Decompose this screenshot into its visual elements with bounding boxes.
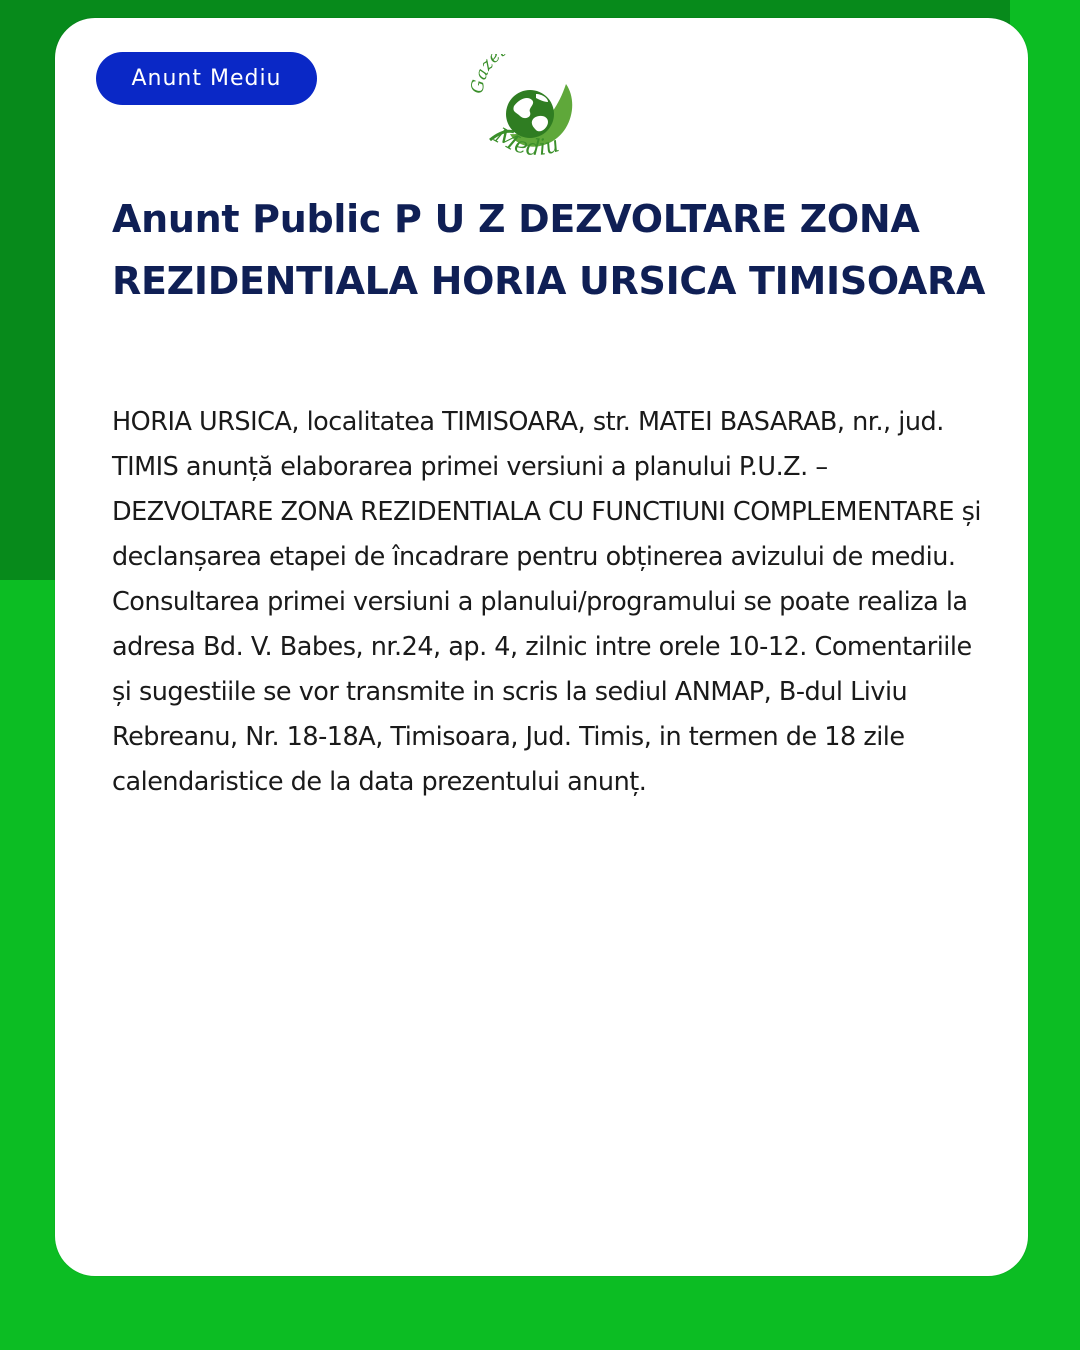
svg-text:Gazeta de xyxy=(470,54,545,95)
globe-leaf-icon xyxy=(470,54,590,174)
category-badge[interactable]: Anunt Mediu xyxy=(96,52,317,105)
logo-bottom-text: Mediu xyxy=(490,123,563,162)
article-body: HORIA URSICA, localitatea TIMISOARA, str. MATEI BASARAB, nr., jud. TIMIS anunță elaborarea primei versiuni a planului P.U.Z. – DEZVOLTARE ZONA REZIDENTIALA CU FUNCTIUNI COMPLEMENTARE și declanșarea etapei de încadrare pentru obținerea avizului de mediu. Consultarea primei versiuni a planului/programului se poate realiza la adresa Bd. V. Babes, nr.24, ap. 4, zilnic intre orele 10-12. Comentariile și sugestiile se vor transmite in scris la sediul ANMAP, B-dul Liviu Rebreanu, Nr. 18-18A, Timisoara, Jud. Timis, in termen de 18 zile calendaristice de la data prezentului anunț. xyxy=(112,407,982,797)
gazeta-de-mediu-logo xyxy=(470,54,590,174)
article-title: Anunt Public P U Z DEZVOLTARE ZONA REZIDENTIALA HORIA URSICA TIMISOARA xyxy=(112,197,986,303)
logo-top-text: aze xyxy=(470,54,505,83)
